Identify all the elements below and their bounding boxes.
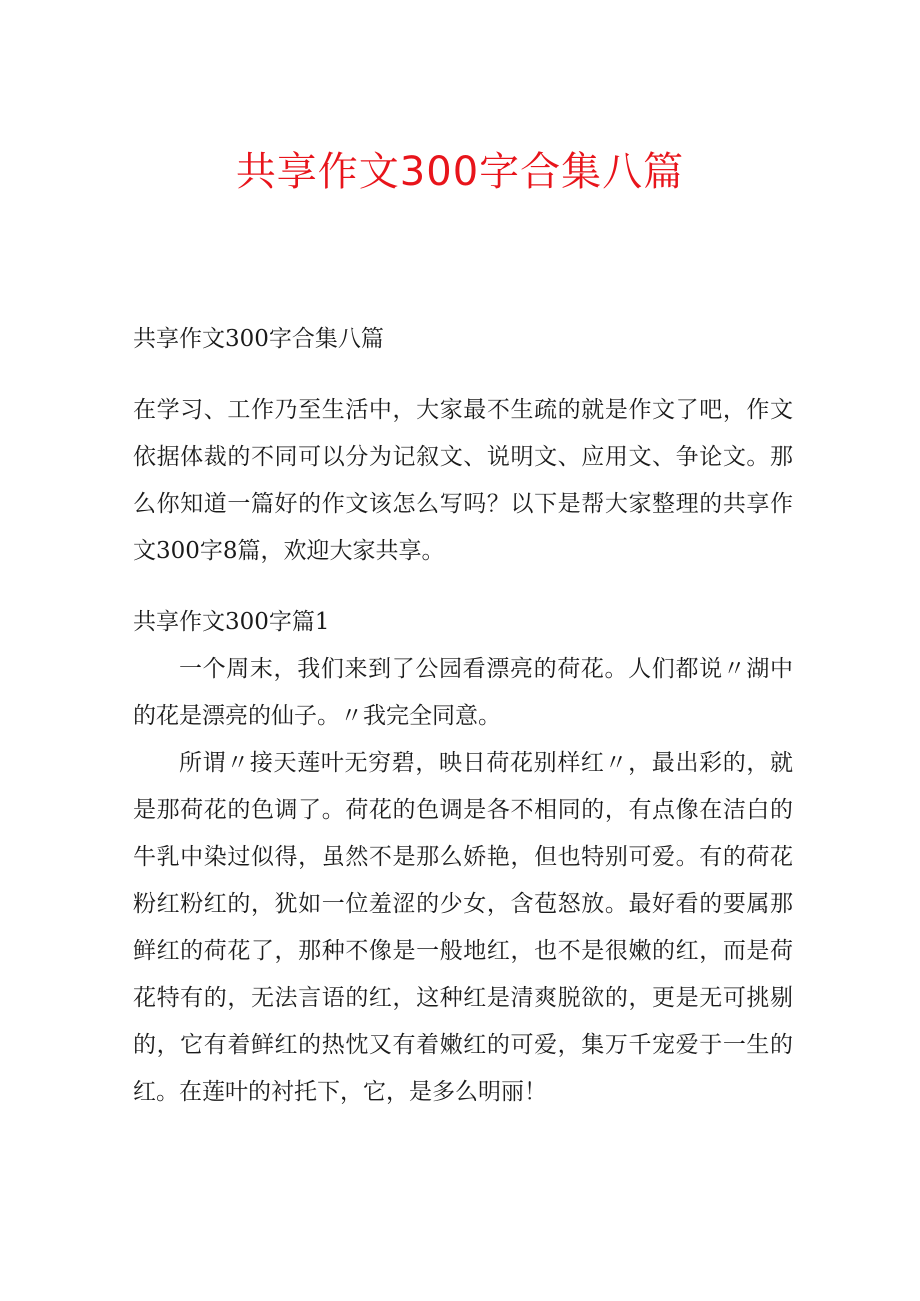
document-subtitle: 共享作文300字合集八篇 [133,326,384,352]
intro-paragraph: 在学习、工作乃至生活中，大家最不生疏的就是作文了吧，作文依据体裁的不同可以分为记叙文、说明文、应用文、争论文。那么你知道一篇好的作文该怎么写吗？以下是帮大家整理的共享作文300字8篇，欢迎大家共享。 [133,397,793,564]
section-heading: 共享作文300字篇1 [133,609,330,635]
body-paragraph: 一个周末，我们来到了公园看漂亮的荷花。人们都说〃湖中的花是漂亮的仙子。〃我完全同意。 [133,656,793,729]
document-title: 共享作文300字合集八篇 [235,149,685,195]
document-body [133,316,793,1116]
body-paragraph: 所谓〃接天莲叶无穷碧，映日荷花别样红〃，最出彩的，就是那荷花的色调了。荷花的色调是各不相同的，有点像在洁白的牛乳中染过似得，虽然不是那么娇艳，但也特别可爱。有的荷花粉红粉红的，犹如一位羞涩的少女，含苞怒放。最好看的要属那鲜红的荷花了，那种不像是一般地红，也不是很嫩的红，而是荷花特有的，无法言语的红，这种红是清爽脱欲的，更是无可挑剔的，它有着鲜红的热忱又有着嫩红的可爱，集万千宠爱于一生的红。在莲叶的衬托下，它，是多么明丽！ [133,750,793,1105]
